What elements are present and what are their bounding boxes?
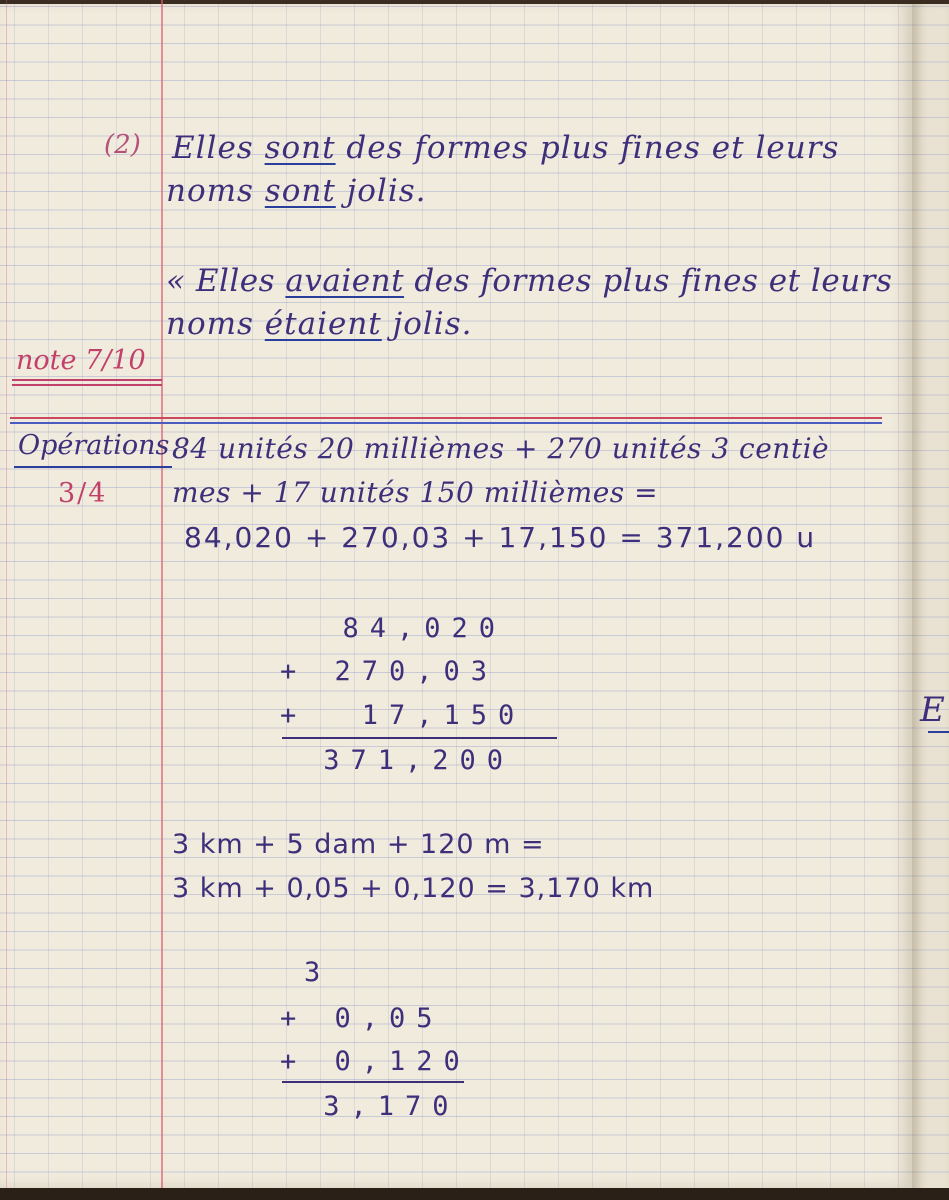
section-separator-blue bbox=[10, 422, 882, 424]
problem-1-line-1: 84 unités 20 millièmes + 270 unités 3 centiè bbox=[172, 432, 830, 465]
page-top-edge bbox=[0, 0, 949, 4]
addition-1-row-2: + 270,03 bbox=[280, 656, 499, 687]
operations-title: Opérations bbox=[18, 430, 170, 461]
sentence-line-4 bbox=[166, 306, 473, 342]
underlined-verb: avaient bbox=[285, 263, 405, 299]
text-segment: des formes plus fines et leurs bbox=[404, 263, 893, 299]
margin-line bbox=[161, 0, 163, 1188]
problem-1-line-3: 84,020 + 270,03 + 17,150 = 371,200 u bbox=[184, 521, 817, 554]
underlined-verb: étaient bbox=[264, 306, 382, 342]
text-segment: noms bbox=[166, 306, 265, 342]
next-page-letter: E bbox=[920, 690, 945, 730]
problem-1-line-2: mes + 17 unités 150 millièmes = bbox=[172, 476, 659, 509]
sentence-line-1 bbox=[172, 130, 839, 166]
next-page-underline bbox=[928, 731, 949, 733]
grade-underline bbox=[12, 384, 162, 386]
text-segment: Elles bbox=[172, 130, 265, 166]
text-segment: jolis. bbox=[335, 173, 427, 209]
grade-underline bbox=[12, 379, 162, 381]
addition-1-result: 371,200 bbox=[296, 745, 515, 776]
text-segment: « Elles bbox=[166, 263, 286, 299]
underlined-verb: sont bbox=[264, 173, 336, 209]
addition-2-result: 3,170 bbox=[296, 1091, 460, 1122]
text-segment: jolis. bbox=[381, 306, 473, 342]
underlined-verb: sont bbox=[264, 130, 336, 166]
left-edge-line bbox=[6, 0, 7, 1188]
sentence-line-2 bbox=[166, 173, 427, 209]
operations-title-underline bbox=[14, 466, 172, 468]
problem-2-line-1: 3 km + 5 dam + 120 m = bbox=[172, 829, 545, 860]
text-segment: des formes plus fines et leurs bbox=[335, 130, 840, 166]
exercise-number: (2) bbox=[104, 130, 141, 160]
grade-note: note 7/10 bbox=[16, 345, 146, 376]
addition-2-sum-line bbox=[282, 1081, 464, 1083]
addition-2-row-3: + 0,120 bbox=[280, 1046, 471, 1077]
addition-2-row-2: + 0,05 bbox=[280, 1003, 444, 1034]
addition-1-row-3: + 17,150 bbox=[280, 700, 526, 731]
addition-2-row-1: 3 bbox=[304, 957, 332, 988]
notebook-next-page bbox=[912, 0, 949, 1200]
addition-1-row-1: 84,020 bbox=[288, 613, 507, 644]
page-bottom-edge bbox=[0, 1188, 949, 1200]
operations-score: 3/4 bbox=[58, 478, 108, 509]
problem-2-line-2: 3 km + 0,05 + 0,120 = 3,170 km bbox=[172, 873, 655, 904]
section-separator-red bbox=[10, 417, 882, 419]
sentence-line-3 bbox=[166, 263, 892, 299]
text-segment: noms bbox=[166, 173, 265, 209]
addition-1-sum-line bbox=[282, 737, 557, 739]
